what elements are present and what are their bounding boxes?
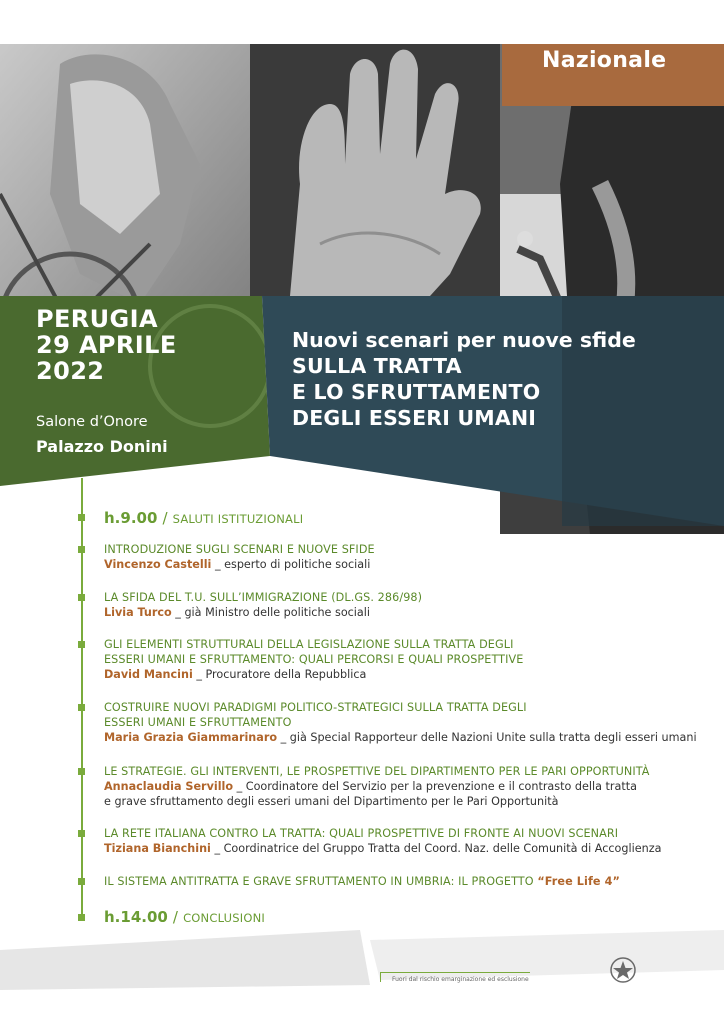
speaker-role: _ già Special Rapporteur delle Nazioni Unite sulla tratta degli esseri umani <box>277 731 697 744</box>
item-speaker-line <box>104 667 704 682</box>
item-speaker-line <box>104 841 704 856</box>
item-title: LA SFIDA DEL T.U. SULL’IMMIGRAZIONE (DL.GS. 286/98) <box>104 591 423 604</box>
item-title: LE STRATEGIE. GLI INTERVENTI, LE PROSPETTIVE DEL DIPARTIMENTO PER LE PARI OPPORTUNITÀ <box>104 765 650 778</box>
speaker-name: Livia Turco <box>104 606 172 619</box>
program-item <box>104 590 704 620</box>
speaker-role: _ Procuratore della Repubblica <box>192 668 367 681</box>
event-title-line-2: E LO SFRUTTAMENTO <box>292 380 541 404</box>
badge-nazionale: Nazionale <box>502 44 724 106</box>
speaker-name: Annaclaudia Servillo <box>104 780 234 793</box>
speaker-name: David Mancini <box>104 668 193 681</box>
timeline-bullet <box>78 704 85 711</box>
closing-time: h.14.00 <box>104 908 168 926</box>
program-item <box>104 542 704 572</box>
program-item <box>104 700 704 745</box>
italian-republic-emblem-icon <box>608 956 638 984</box>
speaker-name: Tiziana Bianchini <box>104 842 211 855</box>
timeline-bullet <box>78 878 85 885</box>
item-title <box>104 874 704 889</box>
speaker-role: _ esperto di politiche sociali <box>211 558 371 571</box>
speaker-role: _ Coordinatore del Servizio per la prevenzione e il contrasto della tratta <box>233 780 637 793</box>
item-title: ESSERI UMANI E SFRUTTAMENTO <box>104 716 292 729</box>
project-name: “Free Life 4” <box>537 875 620 888</box>
program-item <box>104 826 704 856</box>
opening-separator: / <box>162 509 168 527</box>
item-title: COSTRUIRE NUOVI PARADIGMI POLITICO-STRATEGICI SULLA TRATTA DEGLI <box>104 701 527 714</box>
timeline-bullet <box>78 546 85 553</box>
item-title: INTRODUZIONE SUGLI SCENARI E NUOVE SFIDE <box>104 543 375 556</box>
program-item <box>104 637 704 682</box>
venue-room: Salone d’Onore <box>36 414 148 430</box>
photo-raised-hand <box>250 44 500 296</box>
item-speaker-line <box>104 557 704 572</box>
opening-label: SALUTI ISTITUZIONALI <box>172 512 304 526</box>
item-title: ESSERI UMANI E SFRUTTAMENTO: QUALI PERCORSI E QUALI PROSPETTIVE <box>104 653 524 666</box>
speaker-name: Vincenzo Castelli <box>104 558 212 571</box>
speaker-role: _ già Ministro delle politiche sociali <box>171 606 370 619</box>
event-venue <box>36 412 168 460</box>
opening-time: h.9.00 <box>104 509 158 527</box>
event-headline <box>292 327 636 431</box>
program-item <box>104 874 704 889</box>
timeline-bullet <box>78 641 85 648</box>
timeline-bullet <box>78 514 85 521</box>
speaker-name: Maria Grazia Giammarinaro <box>104 731 278 744</box>
item-speaker-line <box>104 779 704 794</box>
event-subtitle: Nuovi scenari per nuove sfide <box>292 328 636 352</box>
closing-label: CONCLUSIONI <box>183 911 265 925</box>
timeline-bullet <box>78 594 85 601</box>
event-date: 29 APRILE <box>36 331 177 359</box>
timeline-bullet <box>78 768 85 775</box>
event-date-block <box>36 306 177 384</box>
program-timeline <box>81 478 83 918</box>
timeline-bullet <box>78 830 85 837</box>
event-title-line-1: SULLA TRATTA <box>292 354 462 378</box>
item-title-text: IL SISTEMA ANTITRATTA E GRAVE SFRUTTAMENTO IN UMBRIA: IL PROGETTO <box>104 875 538 888</box>
item-title: GLI ELEMENTI STRUTTURALI DELLA LEGISLAZIONE SULLA TRATTA DEGLI <box>104 638 514 651</box>
program-item <box>104 764 704 809</box>
speaker-role-continued: e grave sfruttamento degli esseri umani del Dipartimento per le Pari Opportunità <box>104 795 559 808</box>
footer-caption: Fuori dal rischio emarginazione ed esclusione <box>392 976 529 983</box>
program-closing <box>104 907 265 926</box>
item-speaker-line <box>104 605 704 620</box>
timeline-bullet <box>78 914 85 921</box>
event-title-line-3: DEGLI ESSERI UMANI <box>292 406 537 430</box>
event-city: PERUGIA <box>36 305 158 333</box>
item-title: LA RETE ITALIANA CONTRO LA TRATTA: QUALI PROSPETTIVE DI FRONTE AI NUOVI SCENARI <box>104 827 619 840</box>
item-speaker-line <box>104 730 704 745</box>
speaker-role: _ Coordinatrice del Gruppo Tratta del Coord. Naz. delle Comunità di Accoglienza <box>210 842 662 855</box>
program-opening <box>104 508 303 527</box>
venue-building: Palazzo Donini <box>36 437 168 456</box>
closing-separator: / <box>172 908 178 926</box>
event-year: 2022 <box>36 357 105 385</box>
